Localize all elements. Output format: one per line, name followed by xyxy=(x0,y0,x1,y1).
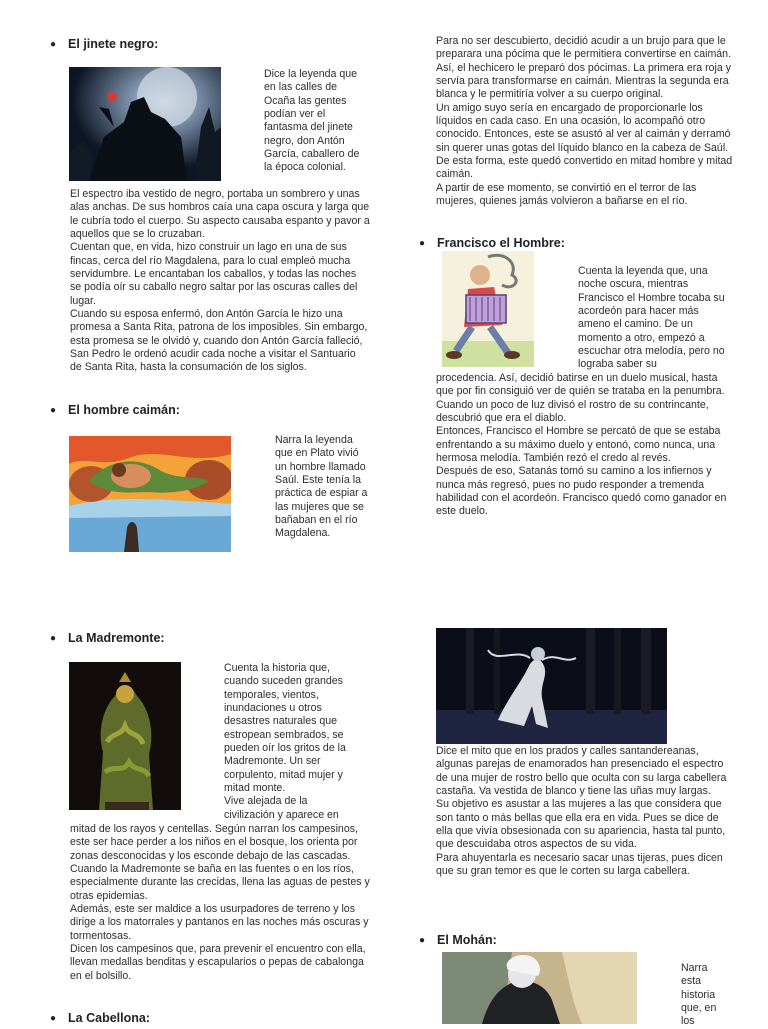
heading-madremonte: ● La Madremonte: xyxy=(50,631,165,645)
francisco-el-hombre-image xyxy=(442,251,534,367)
hombre-caiman-continuation-text: Para no ser descubierto, decidió acudir a un brujo para que le preparara una pócima que le permitiera convertirse en caimán. Así, el hechicero le preparó dos pócimas. La primera era roja y servía para transformarse en caimán. Mientras la segunda era blanca y le permitiría volver a su cuerpo original. Un amigo suyo sería en encargado de proporcionarle los líquidos en cada caso. En una ocasión, lo acompañó otro conocido. Entonces, este se asustó al ver al caimán y derramó sin querer unas gotas del líquido blanco en la cabeza de Saúl. De esta forma, este quedó convertido en mitad hombre y mitad caimán. A partir de ese momento, se convirtió en el terror de las mujeres, quienes jamás volvieron a bañarse en el río. xyxy=(436,35,733,208)
heading-jinete-negro: ● El jinete negro: xyxy=(50,37,159,51)
jinete-negro-image xyxy=(69,67,221,181)
heading-cabellona: ● La Cabellona: xyxy=(50,1011,151,1025)
bullet-icon: ● xyxy=(419,238,426,249)
madremonte-side-text: Cuenta la historia que, cuando suceden grandes temporales, vientos, inundaciones u otros desastres naturales que estropean sembrados, se pueden oír los gritos de la Madremonte. Un ser corpulento, mitad mujer y mitad monte. Vive alejada de la civilización y aparece en xyxy=(224,662,346,821)
jinete-negro-side-text: Dice la leyenda que en las calles de Ocaña las gentes podían ver el fantasma del jinete negro, don Antón García, caballero de la época colonial. xyxy=(264,68,363,174)
cabellona-image xyxy=(436,628,667,744)
bullet-icon: ● xyxy=(50,633,57,644)
cabellona-continuation-text: Dice el mito que en los prados y calles santandereanas, algunas parejas de enamorados han presenciado el espectro de una mujer de rostro bello que oculta con su larga cabellera castaña. Va vestida de blanco y tiene las uñas muy largas. Su objetivo es asustar a las mujeres a las que considera que son tanto o más bellas que ella era en vida. Pues se dice de ella que vivía obsesionada con su apariencia, hasta tal punto, que descuidaba otros aspectos de su vida. Para ahuyentarla es necesario sacar unas tijeras, pues dicen que su gran temor es que le corten su larga cabellera. xyxy=(436,745,727,878)
jinete-negro-body-text: El espectro iba vestido de negro, portaba un sombrero y unas alas anchas. De sus hombros caía una capa oscura y larga que le cubría todo el cuerpo. Su aspecto causaba espanto y pavor a aquellos que se lo cruzaban. Cuentan que, en vida, hizo construir un lago en una de sus fincas, cerca del río Magdalena, para lo cual empleó mucha servidumbre. Le encantaban los caballos, y todas las noches se podía oír su caballo negro saltar por las oscuras calles del lugar. Cuando su esposa enfermó, don Antón García le hizo una promesa a Santa Rita, patrona de los imposibles. Sin embargo, esta promesa se le olvidó y, cuando don Antón García falleció, San Pedro le ordenó acudir cada noche a visitar el Santuario de Santa Rita, hasta la consumación de los siglos. xyxy=(70,188,370,374)
heading-mohan: ● El Mohán: xyxy=(419,933,497,947)
madremonte-body-text: mitad de los rayos y centellas. Según narran los campesinos, este ser hace perder a los niños en el bosque, los orienta por zonas desconocidas y los esconde debajo de las cascadas. Cuando la Madremonte se baña en las fuentes o en los ríos, especialmente durante las crecidas, llena las aguas de pestes y otras epidemias. Además, este ser maldice a los usurpadores de terreno y los dirige a los matorrales y pantanos en las noches más oscuras y tormentosas. Dicen los campesinos que, para prevenir el encuentro con ella, llevan medallas benditas y escapularios o pepas de cabalonga en el bolsillo. xyxy=(70,823,370,982)
mohan-side-text: Narra esta historia que, en los xyxy=(681,962,720,1028)
hombre-caiman-image xyxy=(69,436,231,552)
bullet-icon: ● xyxy=(50,1013,57,1024)
bullet-icon: ● xyxy=(50,405,57,416)
mohan-image xyxy=(442,952,637,1024)
bullet-icon: ● xyxy=(50,39,57,50)
heading-hombre-caiman: ● El hombre caimán: xyxy=(50,403,180,417)
francisco-el-hombre-body-text: procedencia. Así, decidió batirse en un duelo musical, hasta que por fin consiguió ver de quién se trataba en la penumbra. Cuando un poco de luz divisó el rostro de su contrincante, descubrió que era el diablo. Entonces, Francisco el Hombre se percató de que se estaba enfrentando a su máximo duelo y entonó, como nunca, una hermosa melodía. También rezó el credo al revés. Después de eso, Satanás tomó su camino a los infiernos y nunca más regresó, pues no pudo responder a tremenda habilidad con el acordeón. Francisco quedó como ganador en este duelo. xyxy=(436,372,727,518)
hombre-caiman-side-text: Narra la leyenda que en Plato vivió un hombre llamado Saúl. Este tenía la práctica de espiar a las mujeres que se bañaban en el río Magdalena. xyxy=(275,434,371,540)
madremonte-image xyxy=(69,662,181,810)
heading-francisco-el-hombre: ● Francisco el Hombre: xyxy=(419,236,565,250)
bullet-icon: ● xyxy=(419,935,426,946)
francisco-el-hombre-side-text: Cuenta la leyenda que, una noche oscura, mientras Francisco el Hombre tocaba su acordeón para hacer más ameno el camino. De un momento a otro, empezó a escuchar otra melodía, pero no lograba saber su xyxy=(578,265,728,371)
